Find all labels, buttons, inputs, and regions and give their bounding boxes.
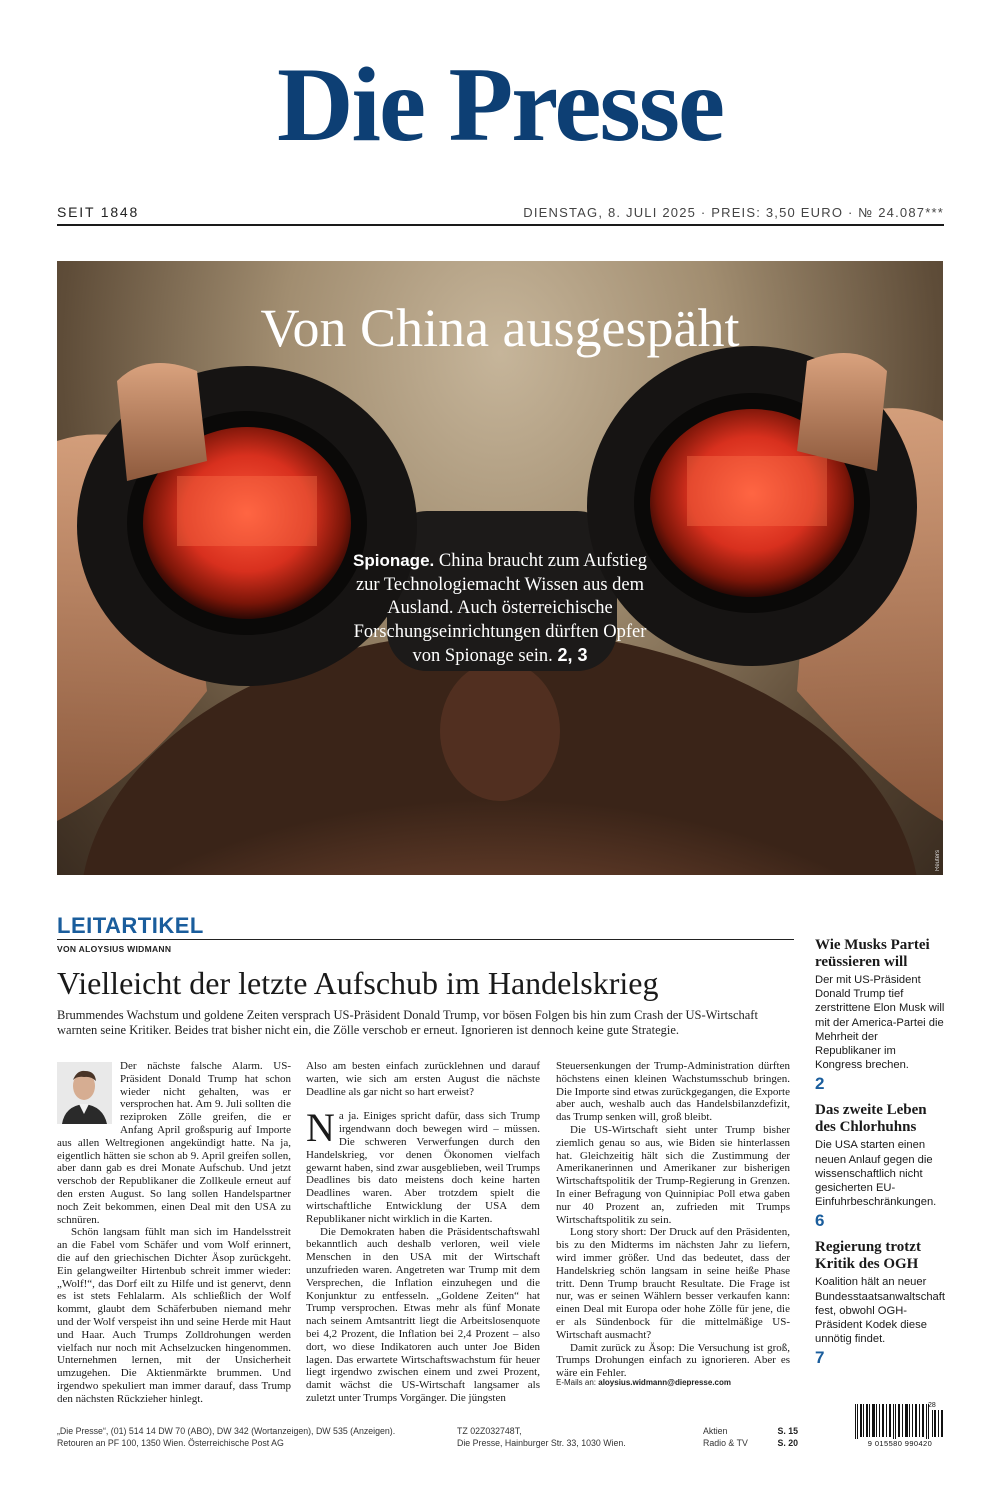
article-paragraph: Der nächste falsche Alarm. US-Präsident Donald Trump hat schon wieder nicht gehalten, was er versprochen hat. Am 9. Juli sollten die reziproken Zölle greifen, die er Anfang April großspurig auf Importe aus allen Weltregionen angekündigt hatte. Na ja, eigentlich hätten sie schon ab 9. April greifen sollen, aber dann gab es drei Monate Aufschub. Und jetzt verschob der Republikaner die Zollkeule erneut auf den ersten August. So lang sollen Handelspartner noch Zeit bekommen, einen Deal mit den USA zu schnüren.: [57, 1060, 291, 1226]
footer-returns-line: Retouren an PF 100, 1350 Wien. Österreichische Post AG: [57, 1438, 284, 1448]
author-portrait: [57, 1062, 112, 1124]
editorial-headline: Vielleicht der letzte Aufschub im Handelskrieg: [57, 965, 659, 1001]
footer-street: Die Presse, Hainburger Str. 33, 1030 Wien.: [457, 1438, 626, 1448]
section-label: LEITARTIKEL: [57, 913, 204, 938]
masthead-logo: Die Presse: [276, 46, 724, 163]
hero-image: [57, 261, 943, 875]
footer-phone-line: „Die Presse“, (01) 514 14 DW 70 (ABO), DW 342 (Wortanzeigen), DW 535 (Anzeigen).: [57, 1426, 396, 1436]
index-label: Aktien: [703, 1426, 728, 1436]
teaser-headline: Wie Musks Partei reüssieren will: [815, 937, 930, 970]
teaser-text: Die USA starten einen neuen Anlauf gegen die wissenschaftlich nicht gesicherten EU-Einfuhrbeschränkungen.: [815, 1139, 937, 1209]
teaser-musk-party[interactable]: [815, 937, 945, 1094]
teaser-headline: Das zweite Leben des Chlorhuhns: [815, 1102, 927, 1136]
hero-page-ref[interactable]: 2, 3: [557, 645, 588, 665]
teaser-page-ref[interactable]: 7: [815, 1348, 825, 1368]
teaser-text: Koalition hält an neuer Bundesstaatsanwaltschaft fest, obwohl OGH-Präsident Kodek diese unnötig findet.: [815, 1276, 945, 1346]
article-column-2: [306, 1060, 540, 1405]
article-paragraph: Die US-Wirtschaft sieht unter Trump bisher ziemlich genau so aus, wie Biden sie hinterlassen hat. Gleichzeitig hält sich die Zustimmung der Amerikanerinnen und Amerikaner zur bisherigen Wirtschaftspolitik der Trump-Regierung in Grenzen. In einer Befragung von Quinnipiac Poll etwa gaben nur 40 Prozent an, zufrieden mit Trumps Wirtschaftspolitik zu sein.: [556, 1123, 790, 1226]
index-row[interactable]: [703, 1437, 798, 1449]
article-paragraph: Also am besten einfach zurücklehnen und darauf warten, wie sich am ersten August die nächste Deadline als gar nicht so hart erweist?: [306, 1060, 540, 1098]
teaser-page-ref[interactable]: 2: [815, 1074, 825, 1094]
footer-address: [457, 1425, 626, 1449]
article-paragraph: Steuersenkungen der Trump-Administration dürften höchstens einen kleinen Wachstumsschub bringen. Die Importe sind etwas zurückgegangen, die Exporte aber auch, weshalb auch das Handelsbilanzdefizit, das Trump senken will, groß bleibt.: [556, 1060, 790, 1124]
founding-year: SEIT 1848: [57, 204, 140, 220]
index-label: Radio & TV: [703, 1438, 748, 1448]
article-paragraph: Schön langsam fühlt man sich im Handelsstreit an die Fabel vom Schäfer und vom Wolf erinnert, die auf den griechischen Dichter Äsop zurückgeht. Ein gelangweilter Hirtenbub schreit immer wieder: „Wolf!“, das Dorf eilt zu Hilfe und ist genervt, denn es ist stets Fehlalarm. Als schließlich der Wolf kommt, glaubt dem Schäferbuben niemand mehr und der Wolf verspeist ihn und seine Herde mit Haut und Haar. Auch Trumps Zolldrohungen werden vielfach nur noch mit Achselzucken hingenommen. Unternehmen lernen, mit der Unsicherheit umzugehen. Die Aktienmärkte brummen. Und irgendwo spekuliert man immer darauf, dass Trump den nächsten Rückzieher hinlegt.: [57, 1226, 291, 1405]
teaser-text: Der mit US-Präsident Donald Trump tief zerstrittene Elon Musk will mit der America-Partei die Mehrheit der Republikaner im Kongress brechen.: [815, 974, 945, 1072]
teaser-chlorine-chicken[interactable]: [815, 1102, 945, 1231]
byline: VON ALOYSIUS WIDMANN: [57, 944, 172, 954]
hero-kicker: Spionage.: [353, 551, 435, 570]
teaser-headline: Regierung trotzt Kritik des OGH: [815, 1239, 921, 1273]
footer-index: [703, 1425, 798, 1449]
footer-contact: [57, 1425, 395, 1449]
section-divider: [57, 939, 794, 940]
dateline: [57, 204, 944, 226]
teaser-ogh-criticism[interactable]: [815, 1239, 945, 1368]
drop-cap: N: [306, 1105, 335, 1151]
article-paragraph: Damit zurück zu Äsop: Die Versuchung ist groß, Trumps Drohungen einfach zu ignorieren. Aber es wäre ein Fehler.: [556, 1341, 790, 1380]
email-label: E-Mails an:: [556, 1378, 597, 1387]
index-page: S. 20: [777, 1438, 798, 1448]
article-paragraph: Die Demokraten haben die Präsidentschaftswahl bekanntlich auch deshalb verloren, weil viele Menschen in den USA mit der Wirtschaft unzufrieden waren. Angetreten war Trump mit dem Versprechen, die Inflation einzuhegen und die Konjunktur zu entfesseln. „Goldene Zeiten“ hat Trump versprochen. Etwas mehr als fünf Monate nach seinem Amtsantritt liegt die Arbeitslosenquote bei 4,2 Prozent, die Inflation bei 2,4 Prozent – also dort, wo diese Indikatoren auch unter Joe Biden lagen. Das erwartete Wirtschaftswachstum für heuer liegt irgendwo zwischen einem und zwei Prozent, damit wächst die US-Wirtschaft langsamer als zuletzt unter Trumps Vorgänger. Die jüngsten: [306, 1225, 540, 1404]
index-row[interactable]: [703, 1425, 798, 1437]
article-paragraph: Long story short: Der Druck auf den Präsidenten, bis zu den Midterms im nächsten Jahr zu liefern, wird immer größer. Und das bedeutet, dass der Handelskrieg schön langsam in seine heiße Phase tritt. Denn Trump braucht Resultate. Die Frage ist nur, was er seinen Wählern besser verkaufen kann: einen Deal mit Europa oder hohe Zölle für jene, die er als Sündenbock für die mittelmäßige US-Wirtschaft ausmacht?: [556, 1226, 790, 1341]
editorial-lead: Brummendes Wachstum und goldene Zeiten versprach US-Präsident Donald Trump, vor bösen Folgen bis hin zum Crash der US-Wirtschaft warnten seine Kritiker. Beides trat bisher nicht ein, die Zölle verschob er erneut. Ignorieren ist dennoch keine gute Strategie.: [57, 1008, 758, 1037]
photo-credit: Reuters: [935, 849, 941, 871]
sidebar-teasers: [815, 937, 945, 1376]
article-paragraph: [306, 1105, 540, 1225]
issue-info: DIENSTAG, 8. JULI 2025 · PREIS: 3,50 EURO · № 24.087***: [523, 205, 944, 220]
teaser-page-ref[interactable]: 6: [815, 1211, 825, 1231]
hero-teaser: [345, 549, 655, 669]
barcode-number: 9 015580 990420: [855, 1439, 945, 1448]
hero-title: Von China ausgespäht: [260, 298, 740, 358]
author-email: [556, 1378, 731, 1387]
email-address[interactable]: aloysius.widmann@diepresse.com: [598, 1378, 731, 1387]
index-page: S. 15: [777, 1426, 798, 1436]
hero-teaser-text: China braucht zum Aufstieg zur Technologiemacht Wissen aus dem Ausland. Auch österreichische Forschungseinrichtungen dürften Opfer von Spionage sein.: [353, 551, 647, 666]
footer-tz: TZ 02Z032748T,: [457, 1426, 522, 1436]
barcode-addon: 28: [928, 1402, 936, 1409]
article-column-3: [556, 1060, 790, 1380]
article-column-1: [57, 1060, 291, 1406]
article-text: a ja. Einiges spricht dafür, dass sich Trump irgendwann doch bewegen wird – müssen. Die schweren Verwerfungen durch den Handelskrieg, vor denen Ökonomen vielfach gewarnt haben, sind zwar ausgeblieben, weil Trumps Deadlines bis dato meistens doch keine harten Deadlines waren. Aber trotzdem spielt die wirtschaftliche Entwicklung der USA dem Republikaner nicht wirklich in die Karten.: [306, 1110, 540, 1225]
